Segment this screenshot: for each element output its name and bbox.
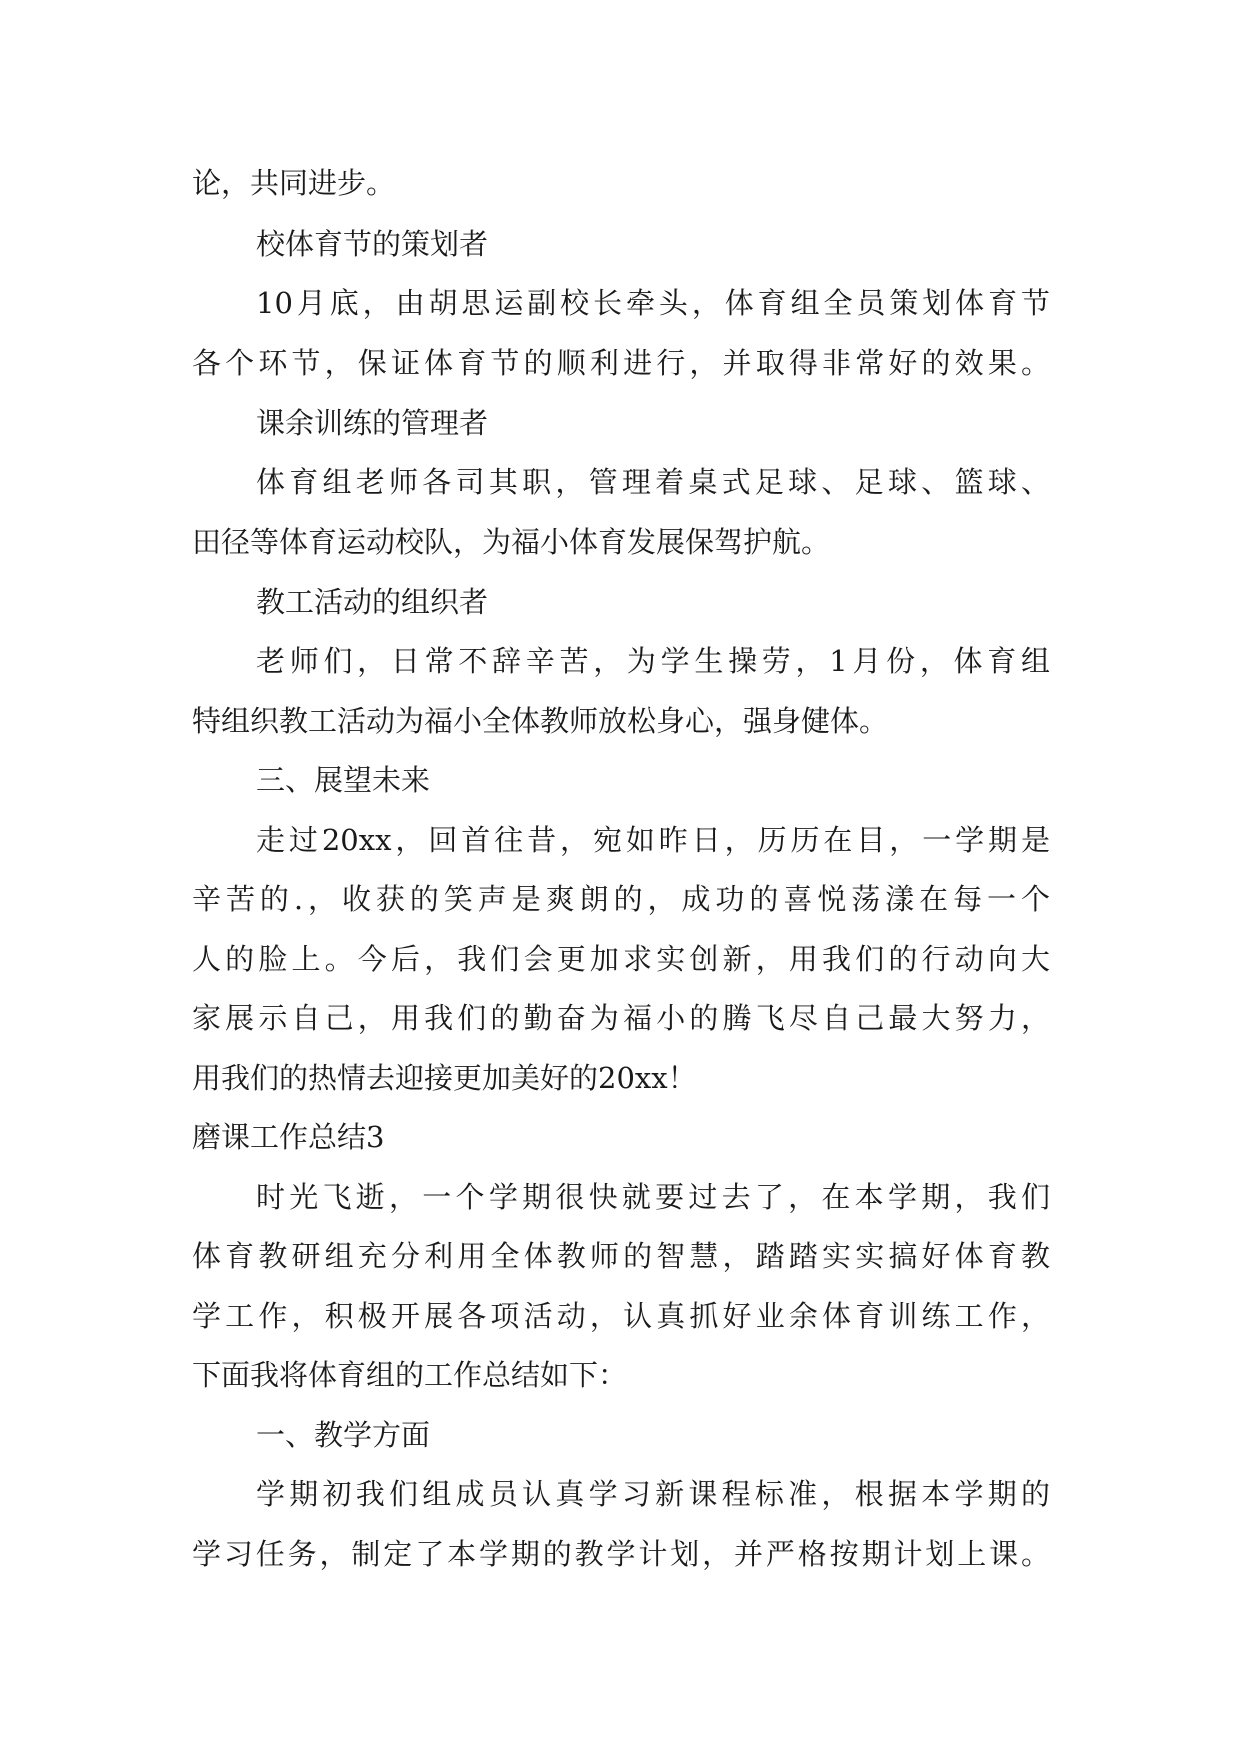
- document-title: 磨课工作总结3: [192, 1120, 385, 1154]
- paragraph-line: 学期初我们组成员认真学习新课程标准，根据本学期的: [256, 1477, 1050, 1511]
- paragraph-line: 体育组老师各司其职，管理着桌式足球、足球、篮球、: [256, 465, 1050, 499]
- paragraph-line: 老师们，日常不辞辛苦，为学生操劳，1月份，体育组: [256, 644, 1050, 678]
- paragraph-line: 走过20xx，回首往昔，宛如昨日，历历在目，一学期是: [256, 823, 1050, 857]
- paragraph-line: 辛苦的.，收获的笑声是爽朗的，成功的喜悦荡漾在每一个: [192, 882, 1050, 916]
- paragraph-line: 家展示自己，用我们的勤奋为福小的腾飞尽自己最大努力，: [192, 1001, 1050, 1035]
- paragraph-line: 学工作，积极开展各项活动，认真抓好业余体育训练工作，: [192, 1299, 1050, 1333]
- section-heading: 一、教学方面: [256, 1418, 431, 1452]
- section-heading: 校体育节的策划者: [256, 227, 489, 261]
- paragraph-line: 用我们的热情去迎接更加美好的20xx！: [192, 1061, 697, 1095]
- paragraph-line: 时光飞逝，一个学期很快就要过去了，在本学期，我们: [256, 1180, 1050, 1214]
- paragraph-line: 下面我将体育组的工作总结如下：: [192, 1358, 628, 1392]
- paragraph-line: 特组织教工活动为福小全体教师放松身心，强身健体。: [192, 704, 889, 738]
- paragraph-line: 体育教研组充分利用全体教师的智慧，踏踏实实搞好体育教: [192, 1239, 1050, 1273]
- paragraph-line: 人的脸上。今后，我们会更加求实创新，用我们的行动向大: [192, 942, 1050, 976]
- section-heading: 课余训练的管理者: [256, 406, 489, 440]
- paragraph-line: 学习任务，制定了本学期的教学计划，并严格按期计划上课。: [192, 1537, 1050, 1571]
- section-heading: 三、展望未来: [256, 763, 431, 797]
- paragraph-line: 论，共同进步。: [192, 166, 396, 200]
- section-heading: 教工活动的组织者: [256, 585, 489, 619]
- paragraph-line: 田径等体育运动校队，为福小体育发展保驾护航。: [192, 525, 831, 559]
- paragraph-line: 10月底，由胡思运副校长牵头，体育组全员策划体育节: [256, 286, 1050, 320]
- paragraph-line: 各个环节，保证体育节的顺利进行，并取得非常好的效果。: [192, 346, 1050, 380]
